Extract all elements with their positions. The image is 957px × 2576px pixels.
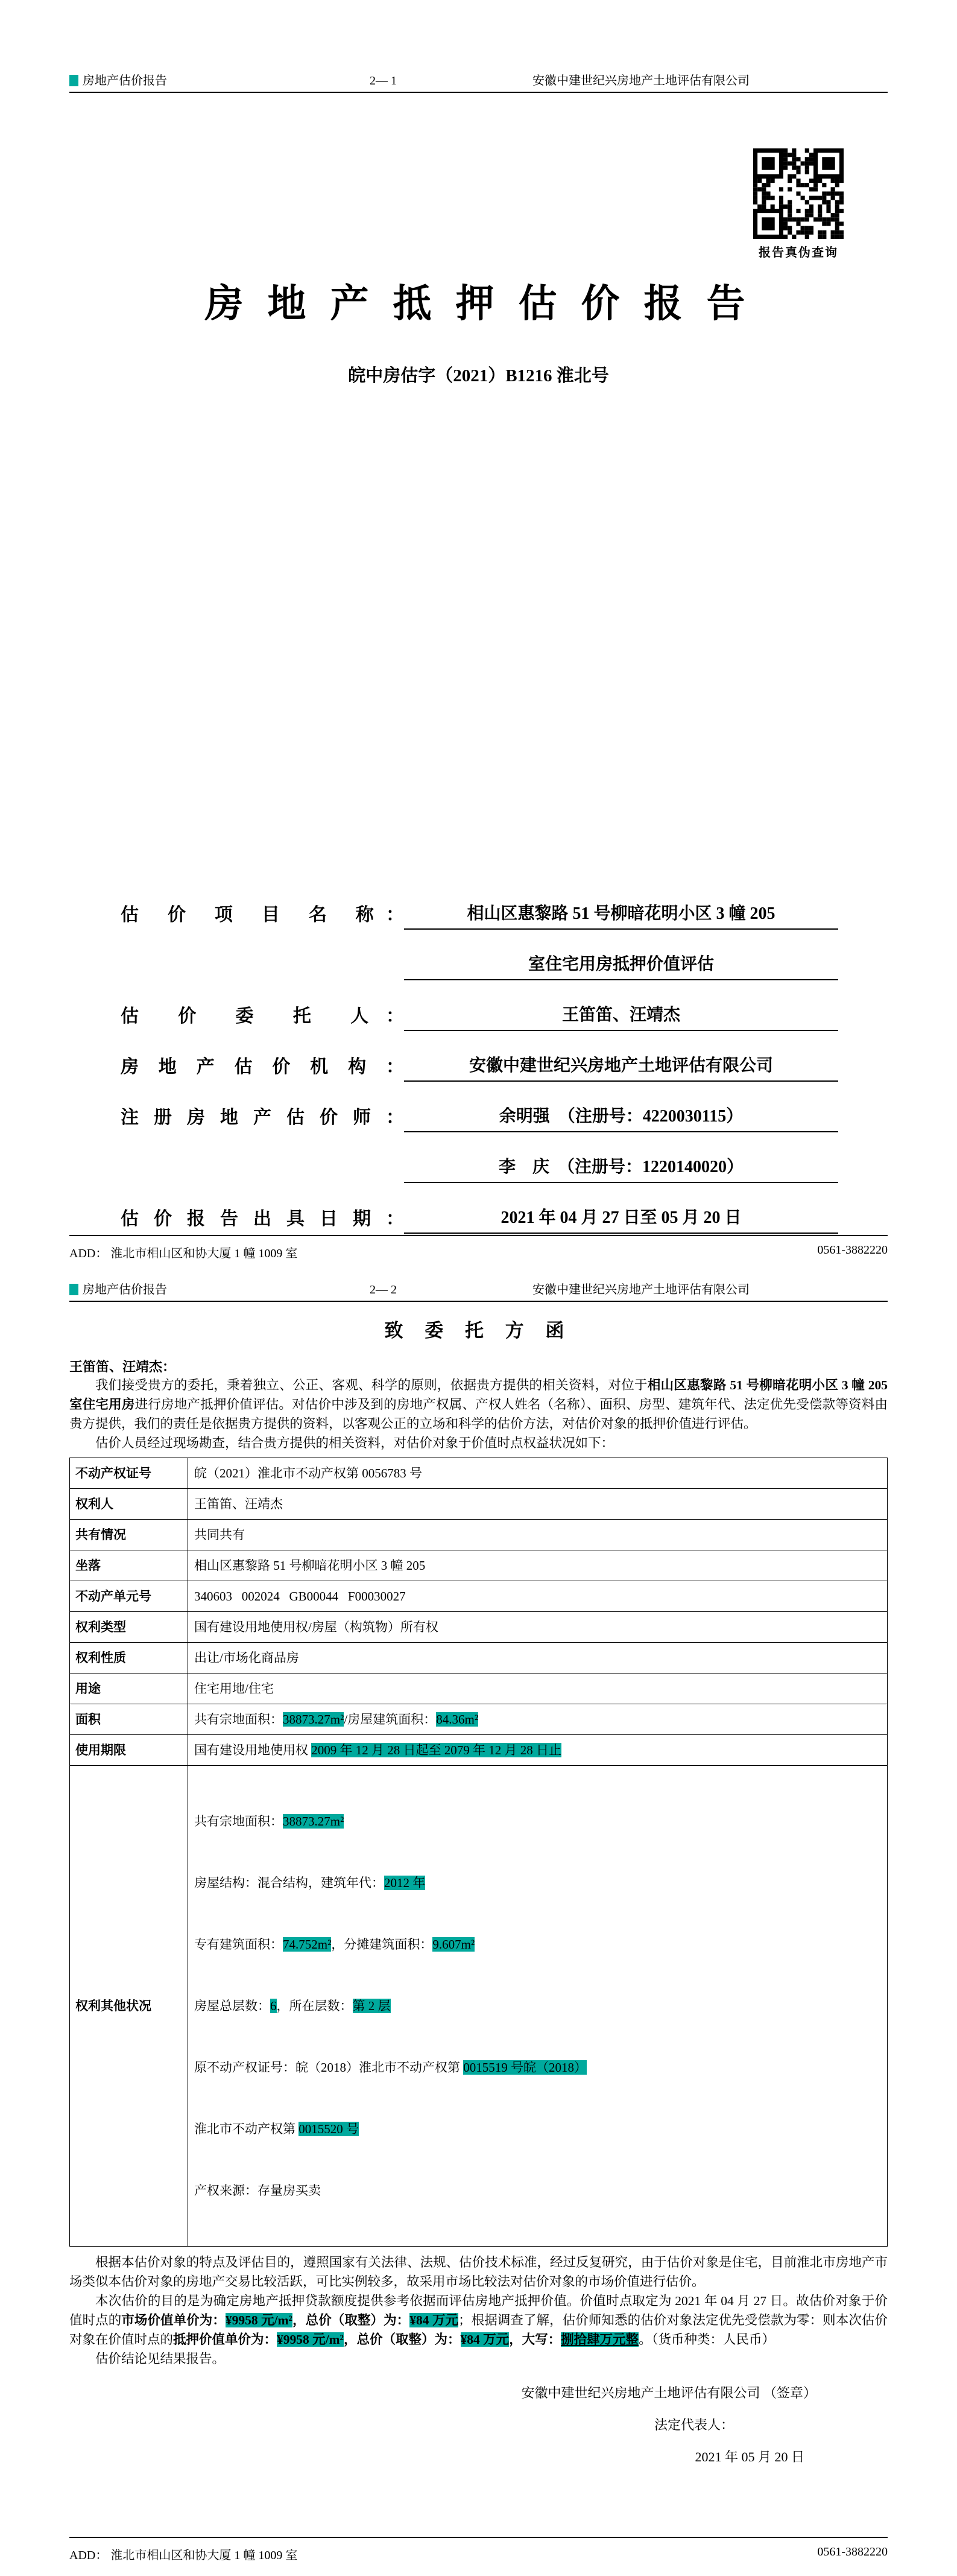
field-value-appraiser-2: 李 庆 （注册号：1220140020） <box>404 1153 838 1183</box>
signature-company: 安徽中建世纪兴房地产土地评估有限公司 （签章） <box>521 2385 816 2400</box>
page-number: 2— 1 <box>370 74 397 87</box>
text-run: 6 <box>270 1999 277 2013</box>
cover-fields <box>121 879 838 1234</box>
header-doc-type: 房地产估价报告 <box>83 1283 167 1296</box>
qr-code-image <box>753 148 844 239</box>
row-label: 共有情况 <box>70 1520 188 1550</box>
text-run: 本次估价的目的是为确定房地产抵押贷款额度提供参考依据而评估房地产抵押价值。价值时点取定为 2021 年 04 月 27 日。故估价对象于价值时点的 <box>69 2294 888 2327</box>
text-run: ¥84 万元 <box>460 2332 510 2347</box>
text-run: ，所在层数： <box>276 1999 353 2013</box>
text-run: ¥9958 元/m² <box>225 2313 292 2327</box>
text-run: 38873.27m² <box>283 1712 344 1727</box>
page-number: 2— 2 <box>370 1283 397 1296</box>
row-value <box>188 1550 888 1581</box>
text-run: 共有宗地面积： <box>194 1814 283 1829</box>
row-value-line <box>194 2056 881 2079</box>
signature-block <box>69 2383 888 2466</box>
text-run: 相山区惠黎路 51 号柳暗花明小区 3 幢 205 室住宅用房 <box>69 1378 888 1412</box>
letter-title: 致 委 托 方 函 <box>384 1320 573 1341</box>
footer-address: ADD： 淮北市相山区和协大厦 1 幢 1009 室 <box>69 1247 298 1260</box>
qr-code <box>746 148 851 239</box>
report-title: 房 地 产 抵 押 估 价 报 告 <box>204 282 753 325</box>
text-run: 9.607m² <box>432 1937 475 1952</box>
field-label-issue-date: 估价报告出具日期： <box>121 1209 404 1229</box>
text-run: 2009 年 12 月 28 日起至 2079 年 12 月 28 日止 <box>311 1743 561 1757</box>
row-label: 使用期限 <box>70 1735 188 1766</box>
field-label-appraiser: 注册房地产估价师： <box>121 1108 404 1128</box>
text-run: 国有建设用地使用权/房屋（构筑物）所有权 <box>194 1620 438 1634</box>
row-label: 权利类型 <box>70 1612 188 1643</box>
page-1 <box>0 0 957 1274</box>
row-label: 面积 <box>70 1704 188 1735</box>
row-label: 权利性质 <box>70 1643 188 1673</box>
field-label-agency: 房地产估价机构： <box>121 1057 404 1077</box>
salutation: 王笛笛、汪靖杰： <box>69 1359 176 1374</box>
signature-date: 2021 年 05 月 20 日 <box>695 2449 804 2464</box>
field-label-blank <box>121 977 404 980</box>
text-run: 国有建设用地使用权 <box>194 1743 312 1757</box>
field-label-client: 估 价 委 托 人： <box>121 1006 404 1026</box>
text-run: 0015519 号皖（2018） <box>463 2060 587 2075</box>
page2-header <box>69 1280 888 1302</box>
text-run: 出让/市场化商品房 <box>194 1651 299 1665</box>
text-run: 原不动产权证号：皖（2018）淮北市不动产权第 <box>194 2060 464 2075</box>
text-run: 我们接受贵方的委托，秉着独立、公正、客观、科学的原则，依据贵方提供的相关资料，对位于 <box>95 1378 648 1392</box>
table-row-other-status <box>70 1766 888 2247</box>
table-row-co-ownership <box>70 1520 888 1550</box>
row-value <box>188 1458 888 1489</box>
row-value-line <box>194 1994 881 2017</box>
field-row <box>121 930 838 980</box>
field-label-project-name: 估 价 项 目 名 称： <box>121 905 404 925</box>
row-label: 用途 <box>70 1673 188 1704</box>
row-value <box>188 1520 888 1550</box>
row-value <box>188 1489 888 1520</box>
text-run: 相山区惠黎路 51 号柳暗花明小区 3 幢 205 <box>194 1558 426 1573</box>
field-row <box>121 980 838 1031</box>
text-run: 产权来源：存量房买卖 <box>194 2183 321 2198</box>
highlight-mark <box>69 75 78 86</box>
text-run: ，总价（取整）为： <box>344 2332 461 2347</box>
field-row <box>121 1132 838 1183</box>
text-run: 住宅用地/住宅 <box>194 1681 274 1696</box>
qr-block <box>746 148 851 260</box>
table-row-area <box>70 1704 888 1735</box>
table-row-location <box>70 1550 888 1581</box>
header-left <box>69 1280 167 1297</box>
row-value <box>188 1643 888 1673</box>
text-run: ；根据调查了解，估价师知悉的估价对象法定优先受偿款为零：则本次估价对象在价值时点的 <box>69 2313 888 2347</box>
table-row-right-type <box>70 1612 888 1643</box>
text-run: 市场价值单价为： <box>121 2313 226 2327</box>
text-run: 房屋结构：混合结构，建筑年代： <box>194 1876 384 1890</box>
field-row <box>121 879 838 930</box>
text-run: 0015520 号 <box>298 2122 359 2136</box>
row-value <box>188 1581 888 1612</box>
table-row-cert-no <box>70 1458 888 1489</box>
field-value-project-name-2: 室住宅用房抵押价值评估 <box>404 951 838 980</box>
table-row-usage <box>70 1673 888 1704</box>
text-run: 捌拾肆万元整 <box>561 2332 639 2347</box>
paragraph-intro <box>69 1375 888 1433</box>
qr-caption: 报告真伪查询 <box>759 246 838 259</box>
row-value <box>188 1735 888 1766</box>
header-left <box>69 71 167 88</box>
field-value-client: 王笛笛、汪靖杰 <box>404 1001 838 1031</box>
row-value <box>188 1766 888 2247</box>
text-run: ，大写： <box>509 2332 561 2347</box>
page-2 <box>0 1274 957 2576</box>
page2-footer <box>69 2537 888 2563</box>
row-value-line <box>194 1810 881 1833</box>
row-value-line <box>194 2118 881 2140</box>
text-run: 王笛笛、汪靖杰 <box>194 1497 283 1511</box>
row-value <box>188 1704 888 1735</box>
footer-phone: 0561-3882220 <box>817 1243 888 1257</box>
field-value-issue-date: 2021 年 04 月 27 日至 05 月 20 日 <box>404 1204 838 1234</box>
text-run: 进行房地产抵押价值评估。对估价中涉及到的房地产权属、产权人姓名（名称）、面积、房型、建筑年代、法定优先受偿款等资料由贵方提供，我们的责任是依据贵方提供的资料，以客观公正的立场和科学的估价方法，对估价对象的抵押价值进行评估。 <box>69 1397 888 1431</box>
row-value-line <box>194 2179 881 2202</box>
footer-phone: 0561-3882220 <box>817 2545 888 2559</box>
header-company-name: 安徽中建世纪兴房地产土地评估有限公司 <box>532 74 750 87</box>
field-row <box>121 1082 838 1132</box>
row-label: 权利人 <box>70 1489 188 1520</box>
highlight-mark <box>69 1284 78 1295</box>
report-number: 皖中房估字（2021）B1216 淮北号 <box>348 366 609 385</box>
text-run: 。（货币种类：人民币） <box>639 2332 775 2347</box>
text-run: 共同共有 <box>194 1528 245 1542</box>
table-row-term <box>70 1735 888 1766</box>
text-run: ，分摊建筑面积： <box>331 1937 433 1952</box>
text-run: 共有宗地面积： <box>194 1712 283 1727</box>
table-row-owner <box>70 1489 888 1520</box>
paragraph-conclusion: 估价结论见结果报告。 <box>95 2352 226 2366</box>
field-label-blank <box>121 1179 404 1183</box>
text-run: 84.36m² <box>436 1712 479 1727</box>
property-table <box>69 1458 888 2247</box>
text-run: 74.752m² <box>283 1937 332 1952</box>
footer-address: ADD： 淮北市相山区和协大厦 1 幢 1009 室 <box>69 2549 298 2562</box>
text-run: 房屋总层数： <box>194 1999 270 2013</box>
row-label: 权利其他状况 <box>70 1766 188 2247</box>
field-value-agency: 安徽中建世纪兴房地产土地评估有限公司 <box>404 1052 838 1082</box>
field-row <box>121 1031 838 1082</box>
field-value-project-name: 相山区惠黎路 51 号柳暗花明小区 3 幢 205 <box>404 900 838 930</box>
row-label: 不动产单元号 <box>70 1581 188 1612</box>
text-run: 抵押价值单价为： <box>173 2332 277 2347</box>
row-value-line <box>194 1871 881 1894</box>
page1-header <box>69 71 888 93</box>
text-run: 340603 002024 GB00044 F00030027 <box>194 1589 406 1604</box>
row-value <box>188 1612 888 1643</box>
row-value <box>188 1673 888 1704</box>
row-label: 坐落 <box>70 1550 188 1581</box>
field-value-appraiser-1: 余明强 （注册号：4220030115） <box>404 1103 838 1132</box>
row-value-line <box>194 1933 881 1956</box>
text-run: /房屋建筑面积： <box>344 1712 437 1727</box>
text-run: ¥84 万元 <box>409 2313 459 2327</box>
table-row-unit-no <box>70 1581 888 1612</box>
text-run: 皖（2021）淮北市不动产权第 0056783 号 <box>194 1466 422 1480</box>
text-run: 淮北市不动产权第 <box>194 2122 299 2136</box>
signature-legal-rep: 法定代表人： <box>654 2417 734 2432</box>
text-run: 第 2 层 <box>352 1999 391 2013</box>
paragraph-survey: 估价人员经过现场勘查，结合贵方提供的相关资料，对估价对象于价值时点权益状况如下： <box>95 1436 614 1450</box>
text-run: 38873.27m² <box>283 1814 344 1829</box>
header-company-name: 安徽中建世纪兴房地产土地评估有限公司 <box>532 1283 750 1296</box>
table-row-right-nature <box>70 1643 888 1673</box>
header-doc-type: 房地产估价报告 <box>83 74 167 87</box>
text-run: ¥9958 元/m² <box>277 2332 344 2347</box>
row-label: 不动产权证号 <box>70 1458 188 1489</box>
page1-footer <box>69 1235 888 1261</box>
text-run: 专有建筑面积： <box>194 1937 283 1952</box>
text-run: 2012 年 <box>384 1876 426 1890</box>
paragraph-method: 根据本估价对象的特点及评估目的，遵照国家有关法律、法规、估价技术标准，经过反复研究，由于估价对象是住宅，目前淮北市房地产市场类似本估价对象的房地产交易比较活跃，可比实例较多，故采用市场比较法对估价对象的市场价值进行估价。 <box>69 2255 888 2289</box>
paragraph-valuation <box>69 2291 888 2349</box>
field-row <box>121 1183 838 1234</box>
text-run: ，总价（取整）为： <box>292 2313 410 2327</box>
